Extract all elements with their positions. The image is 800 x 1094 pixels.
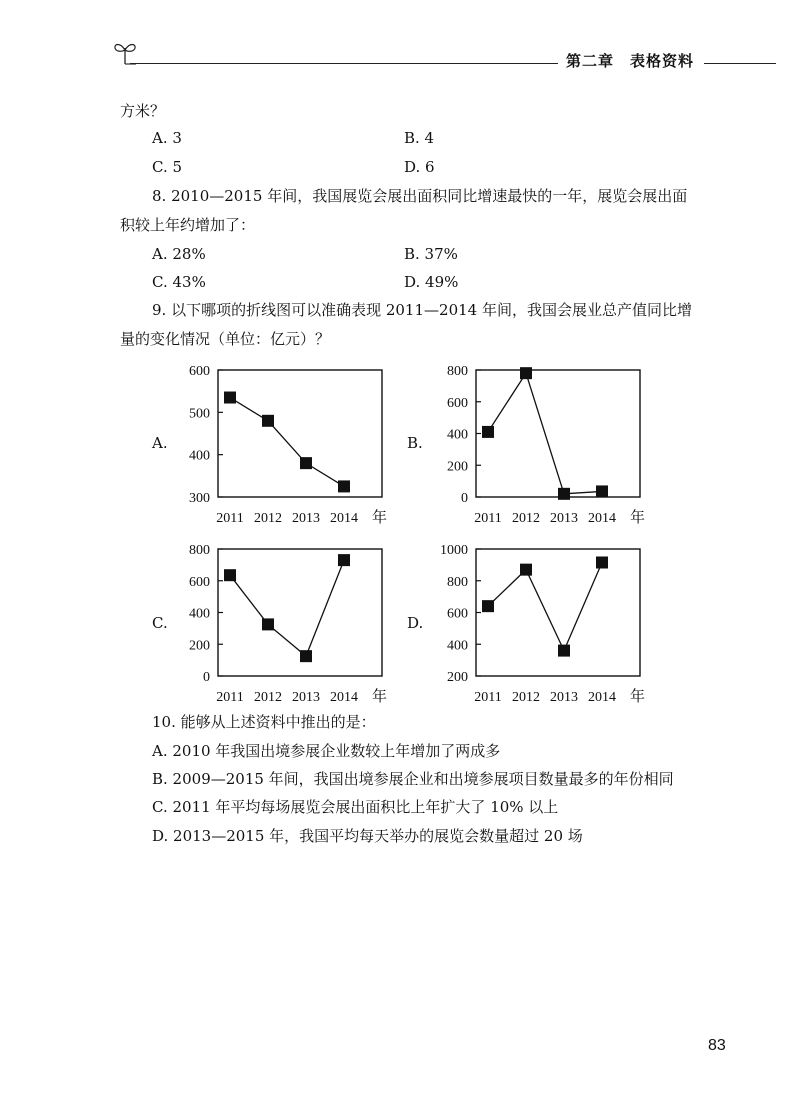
data-point [520, 367, 532, 379]
data-point [338, 480, 350, 492]
x-tick-label: 2012 [512, 690, 540, 705]
q10-stem: 10. 能够从上述资料中推出的是： [152, 713, 376, 731]
page-header [0, 0, 800, 80]
chart-c-letter: C. [152, 614, 168, 632]
x-tick-label: 2014 [330, 690, 358, 705]
y-tick-label: 800 [189, 543, 210, 558]
q7-option-a: A. 3 [152, 129, 182, 147]
y-tick-label: 400 [189, 606, 210, 622]
y-tick-label: 800 [447, 364, 468, 379]
data-point [596, 556, 608, 568]
x-tick-label: 2013 [550, 511, 578, 526]
plot-frame [218, 370, 382, 497]
x-unit-label: 年 [630, 508, 646, 526]
x-tick-label: 2013 [550, 690, 578, 705]
series-line [230, 560, 344, 656]
x-tick-label: 2014 [330, 511, 358, 526]
y-tick-label: 200 [189, 638, 210, 654]
x-tick-label: 2011 [216, 511, 244, 526]
x-unit-label: 年 [372, 687, 388, 705]
q8-option-d: D. 49% [404, 273, 459, 291]
q8-stem-line1: 8. 2010—2015 年间，我国展览会展出面积同比增速最快的一年，展览会展出面 [152, 187, 688, 205]
chart-b-letter: B. [407, 434, 423, 452]
q10-option-a: A. 2010 年我国出境参展企业数较上年增加了两成多 [152, 742, 501, 760]
data-point [558, 488, 570, 500]
series-line [488, 562, 602, 650]
data-point [224, 569, 236, 581]
data-point [300, 457, 312, 469]
data-point [482, 426, 494, 438]
y-tick-label: 600 [447, 606, 468, 622]
data-point [520, 564, 532, 576]
data-point [596, 485, 608, 497]
q8-option-b: B. 37% [404, 245, 458, 263]
q10-option-c: C. 2011 年平均每场展览会展出面积比上年扩大了 10% 以上 [152, 798, 559, 816]
y-tick-label: 800 [447, 574, 468, 590]
x-unit-label: 年 [630, 687, 646, 705]
x-tick-label: 2012 [512, 511, 540, 526]
q7-option-d: D. 6 [404, 158, 435, 176]
y-tick-label: 200 [447, 670, 468, 685]
q7-option-c: C. 5 [152, 158, 183, 176]
x-tick-label: 2014 [588, 690, 616, 705]
y-tick-label: 200 [447, 459, 468, 475]
q8-stem-line2: 积较上年约增加了： [120, 216, 256, 234]
q8-option-c: C. 43% [152, 273, 206, 291]
data-point [338, 554, 350, 566]
page-number: 83 [708, 1037, 726, 1054]
x-tick-label: 2013 [292, 690, 320, 705]
q7-option-b: B. 4 [404, 129, 435, 147]
y-tick-label: 600 [189, 574, 210, 590]
chart-c [160, 535, 400, 711]
data-point [262, 415, 274, 427]
data-point [482, 600, 494, 612]
x-tick-label: 2013 [292, 511, 320, 526]
y-tick-label: 600 [447, 395, 468, 411]
plot-frame [476, 549, 640, 676]
y-tick-label: 0 [203, 670, 210, 685]
chart-d [418, 535, 658, 711]
y-tick-label: 500 [189, 406, 210, 422]
x-tick-label: 2012 [254, 511, 282, 526]
data-point [300, 650, 312, 662]
y-tick-label: 400 [447, 427, 468, 443]
q9-stem-line1: 9. 以下哪项的折线图可以准确表现 2011—2014 年间，我国会展业总产值同比增 [152, 301, 692, 319]
x-tick-label: 2012 [254, 690, 282, 705]
y-tick-label: 400 [447, 638, 468, 654]
data-point [558, 645, 570, 657]
chapter-title: 第二章 表格资料 [566, 52, 695, 70]
y-tick-label: 600 [189, 364, 210, 379]
chart-b [418, 356, 658, 532]
q8-option-a: A. 28% [152, 245, 206, 263]
q10-option-d: D. 2013—2015 年，我国平均每天举办的展览会数量超过 20 场 [152, 827, 583, 845]
x-tick-label: 2011 [216, 690, 244, 705]
y-tick-label: 400 [189, 448, 210, 464]
data-point [224, 392, 236, 404]
x-tick-label: 2014 [588, 511, 616, 526]
plot-frame [476, 370, 640, 497]
header-rule-right [704, 63, 776, 64]
x-tick-label: 2011 [474, 511, 502, 526]
sprout-icon [112, 38, 138, 66]
header-rule-left [130, 63, 558, 64]
y-tick-label: 1000 [440, 543, 468, 558]
continued-text: 方米？ [120, 102, 166, 120]
y-tick-label: 300 [189, 491, 210, 506]
q9-stem-line2: 量的变化情况（单位：亿元）？ [120, 330, 331, 348]
y-tick-label: 0 [461, 491, 468, 506]
chart-a-letter: A. [152, 434, 168, 452]
x-tick-label: 2011 [474, 690, 502, 705]
q10-option-b: B. 2009—2015 年间，我国出境参展企业和出境参展项目数量最多的年份相同 [152, 770, 674, 788]
x-unit-label: 年 [372, 508, 388, 526]
chart-a [160, 356, 400, 532]
series-line [488, 373, 602, 494]
series-line [230, 398, 344, 487]
data-point [262, 618, 274, 630]
chart-d-letter: D. [407, 614, 424, 632]
